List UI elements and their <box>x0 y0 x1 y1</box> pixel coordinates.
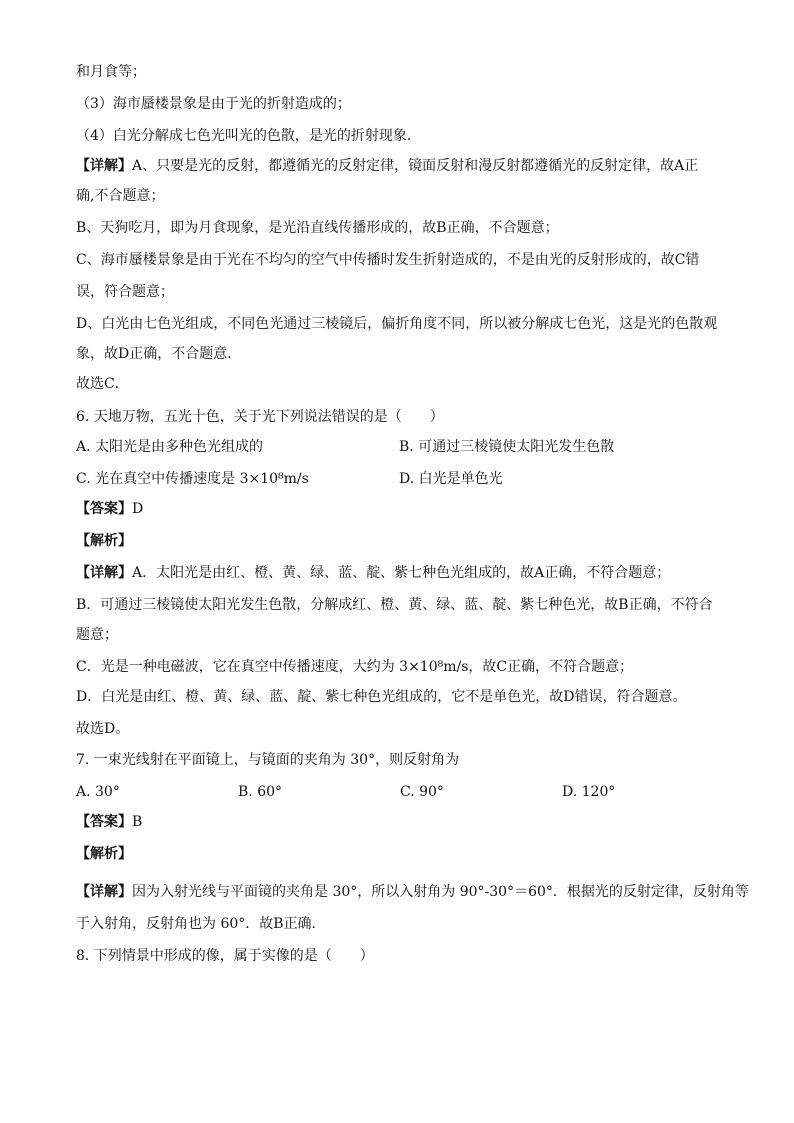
text-line: 误，符合题意； <box>76 284 174 300</box>
text-line: 确,不合题意； <box>76 188 165 204</box>
question-7-stem: 7. 一束光线射在平面镜上，与镜面的夹角为 30°，则反射角为 <box>76 752 460 768</box>
answer-tag: 【答案】 <box>76 501 132 517</box>
text-line: 题意； <box>76 627 118 643</box>
text-span: A、只要是光的反射，都遵循光的反射定律，镜面反射和漫反射都遵循光的反射定律，故A正 <box>132 158 699 174</box>
option-d: D. 白光是单色光 <box>399 471 503 487</box>
option-b: B. 可通过三棱镜使太阳光发生色散 <box>399 439 615 455</box>
analysis-tag: 【解析】 <box>76 533 132 549</box>
option-a: A. 太阳光是由多种色光组成的 <box>76 439 264 455</box>
text-line: B．可通过三棱镜使太阳光发生色散，分解成红、橙、黄、绿、蓝、靛、紫七种色光，故B正确，不符合 <box>76 597 713 613</box>
text-line: 于入射角，反射角也为 60°．故B正确． <box>76 916 326 932</box>
text-line: （4）白光分解成七色光叫光的色散，是光的折射现象． <box>76 128 421 144</box>
text-span: A．太阳光是由红、橙、黄、绿、蓝、靛、紫七种色光组成的，故A正确，不符合题意； <box>132 565 671 581</box>
option-d: D. 120° <box>562 784 616 800</box>
option-b: B. 60° <box>238 784 283 800</box>
answer-line <box>76 813 716 831</box>
text-line: C．光是一种电磁波，它在真空中传播速度，大约为 3×10⁸m/s，故C正确，不符合题意； <box>76 659 634 675</box>
text-line: 故选C． <box>76 376 129 392</box>
detail-tag: 【详解】 <box>76 884 132 900</box>
option-a: A. 30° <box>76 784 120 800</box>
analysis-tag: 【解析】 <box>76 846 132 862</box>
option-c: C. 90° <box>400 784 444 800</box>
text-line: （3）海市蜃楼景象是由于光的折射造成的； <box>76 96 351 112</box>
text-line: B、天狗吃月，即为月食现象，是光沿直线传播形成的，故B正确，不合题意； <box>76 220 559 236</box>
detail-paragraph <box>76 564 716 582</box>
option-c: C. 光在真空中传播速度是 3×10⁸m/s <box>76 471 309 487</box>
text-line: D、白光由七色光组成，不同色光通过三棱镜后，偏折角度不同，所以被分解成七色光，这是光的色散观 <box>76 316 718 332</box>
text-line: 和月食等； <box>76 64 146 80</box>
answer-line <box>76 500 716 518</box>
text-line: 象，故D正确，不合题意． <box>76 346 242 362</box>
text-line: D．白光是由红、橙、黄、绿、蓝、靛、紫七种色光组成的，它不是单色光，故D错误，符合题意。 <box>76 689 687 705</box>
question-6-stem: 6. 天地万物，五光十色，关于光下列说法错误的是（ ） <box>76 409 444 425</box>
detail-paragraph <box>76 883 749 901</box>
detail-tag: 【详解】 <box>76 565 132 581</box>
question-6-options-row-2 <box>76 470 716 488</box>
text-span: 因为入射光线与平面镜的夹角是 30°，所以入射角为 90°-30°＝60°．根据光的反射定律，反射角等 <box>132 884 749 900</box>
question-8-stem: 8. 下列情景中形成的像，属于实像的是（ ） <box>76 948 374 964</box>
answer-value: B <box>132 814 143 830</box>
answer-value: D <box>132 501 144 517</box>
detail-tag: 【详解】 <box>76 158 132 174</box>
question-6-options-row-1 <box>76 438 716 456</box>
answer-tag: 【答案】 <box>76 814 132 830</box>
text-line: C、海市蜃楼景象是由于光在不均匀的空气中传播时发生折射造成的，不是由光的反射形成的，故C错 <box>76 252 700 268</box>
detail-paragraph <box>76 157 716 175</box>
text-line: 故选D。 <box>76 721 130 737</box>
